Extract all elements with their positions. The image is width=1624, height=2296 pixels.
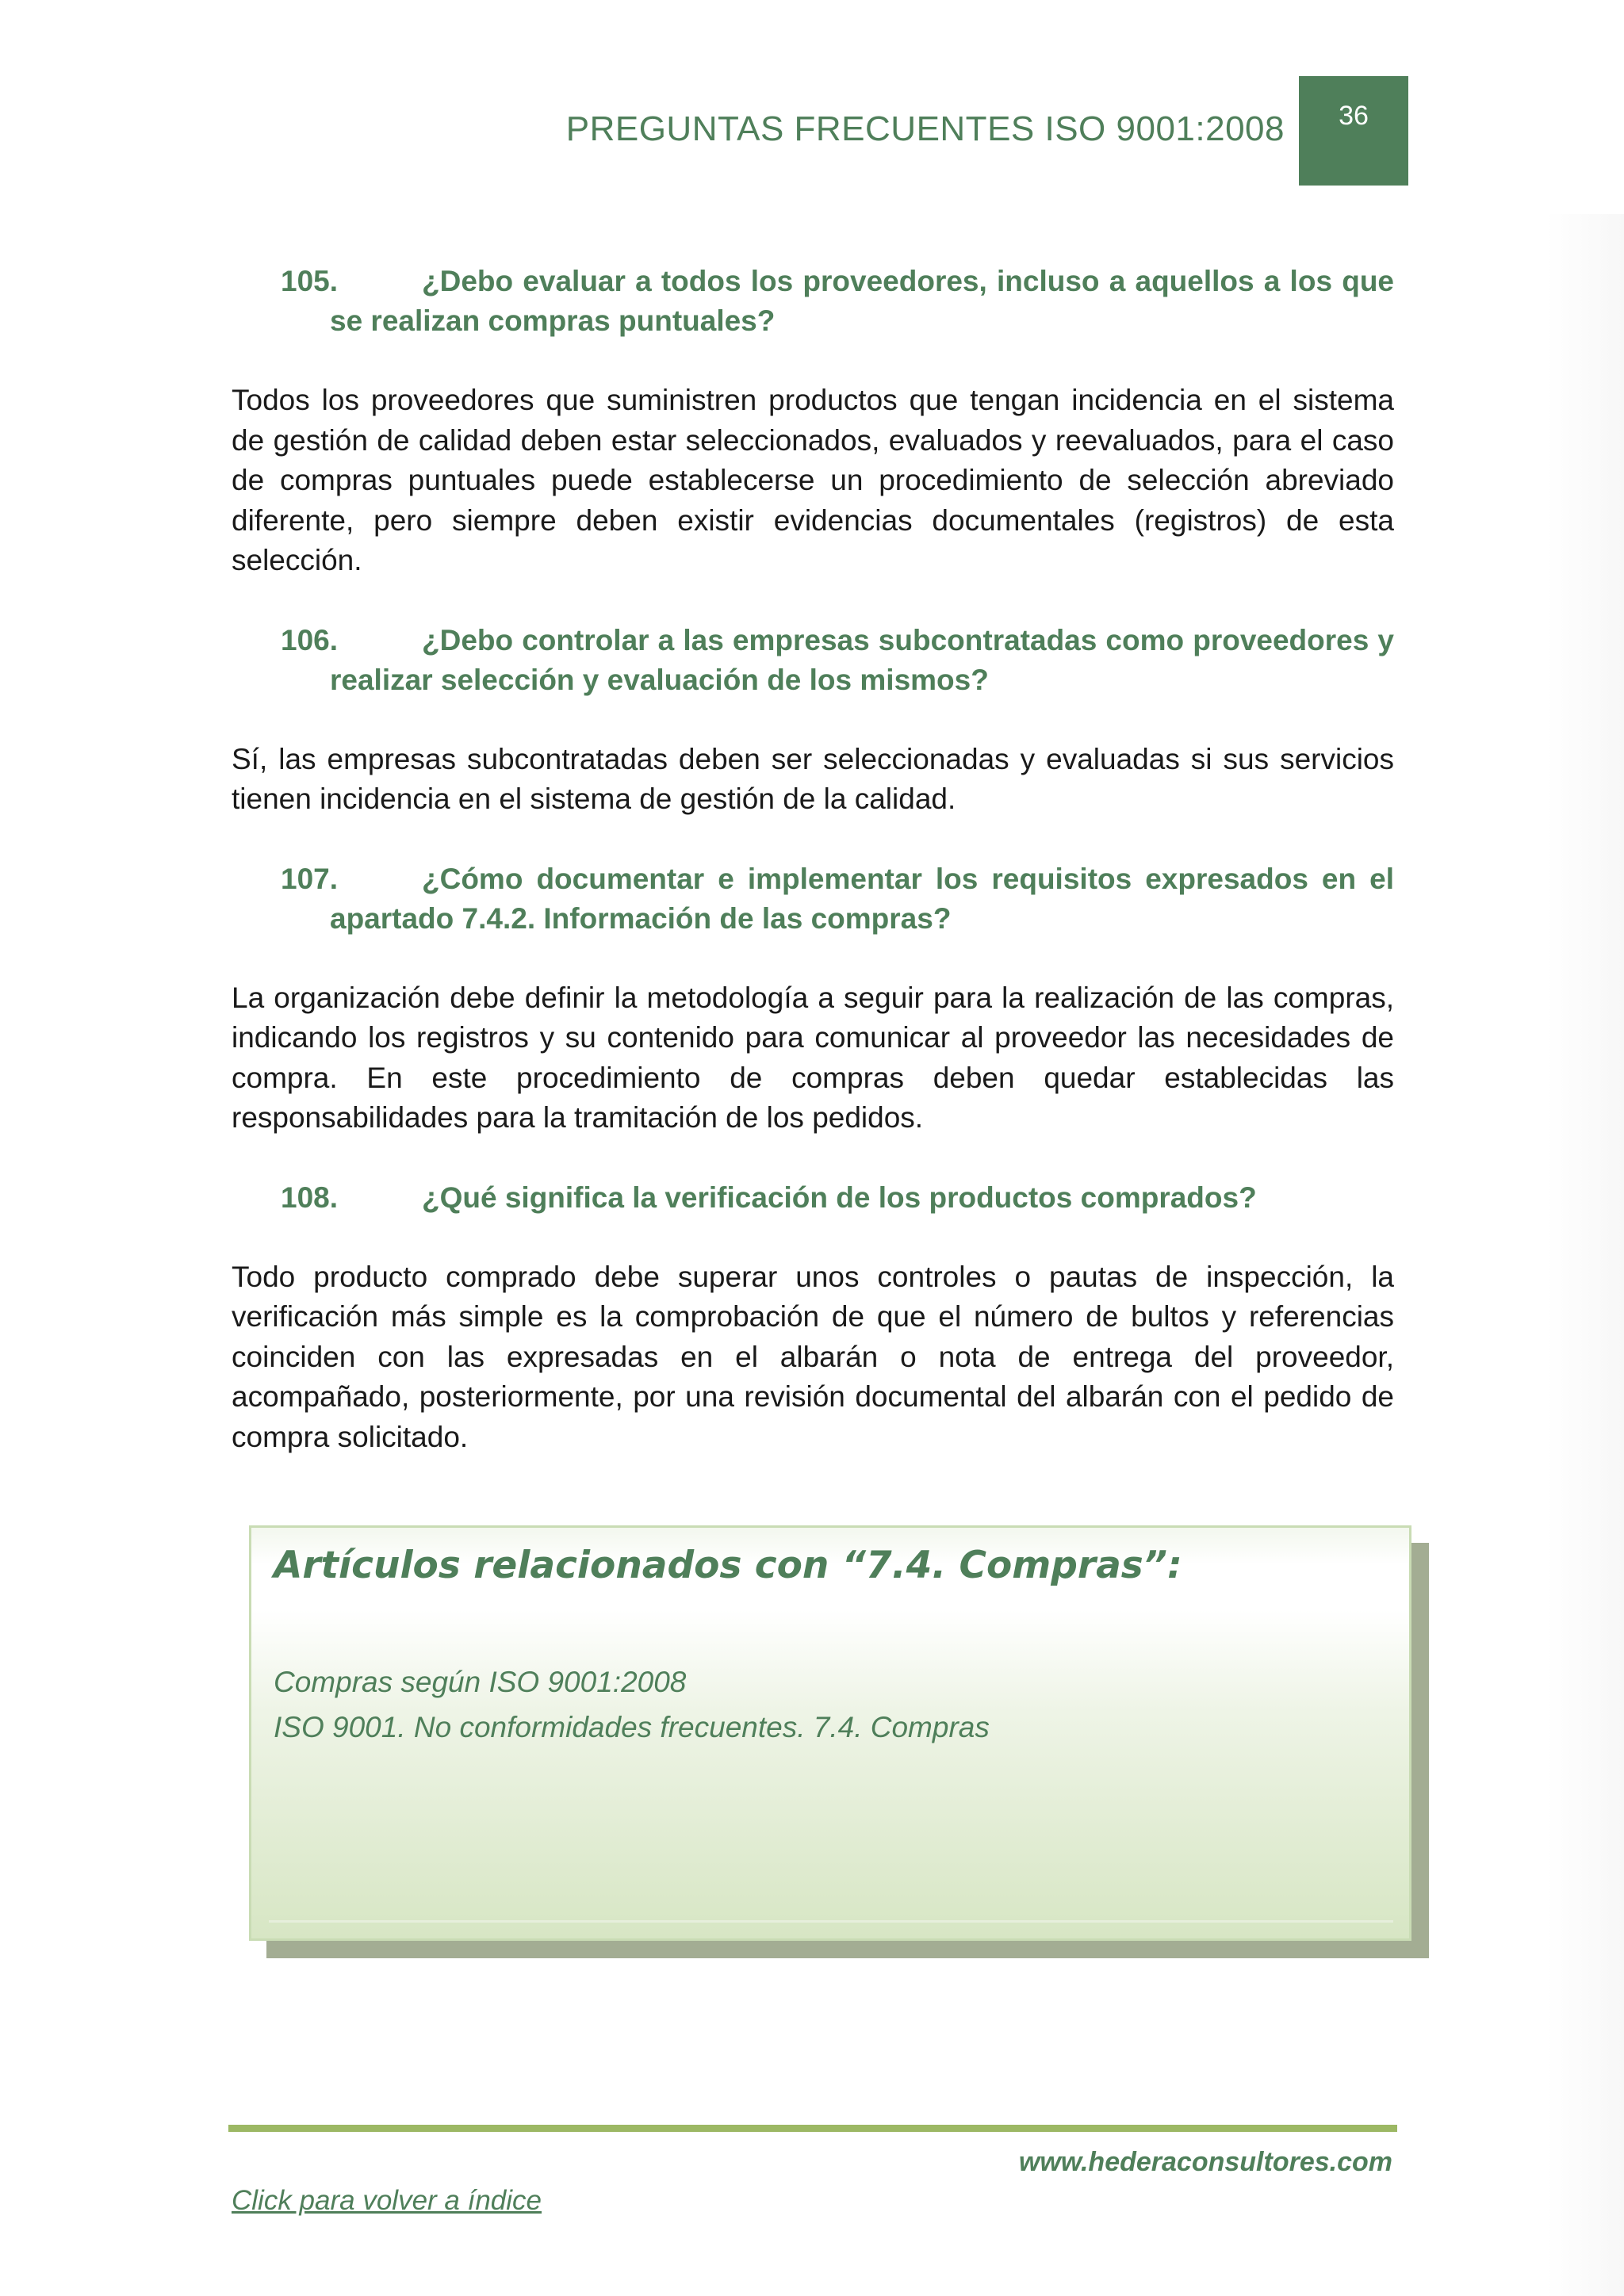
- page-number-badge: [1299, 76, 1408, 186]
- faq-question-108: [232, 1178, 1394, 1218]
- question-number: 106.: [281, 623, 339, 656]
- faq-question-107: [232, 859, 1394, 939]
- related-articles-title: Artículos relacionados con “7.4. Compras”:: [274, 1544, 1182, 1587]
- related-articles-box: [249, 1525, 1411, 1941]
- faq-answer-107: La organización debe definir la metodología a seguir para la realización de las compras, indicando los registros y su contenido para comunicar al proveedor las necesidades de compra. En este procedimiento de compras deben quedar establecidas las responsabilidades para la tramitación de los pedidos.: [232, 981, 1394, 1134]
- page-edge-shade: [1546, 214, 1624, 2296]
- question-text: ¿Debo evaluar a todos los proveedores, incluso a aquellos a los que se realizan compras puntuales?: [330, 265, 1394, 337]
- faq-answer-106: Sí, las empresas subcontratadas deben ser seleccionadas y evaluadas si sus servicios tienen incidencia en el sistema de gestión de la calidad.: [232, 742, 1394, 815]
- related-box-divider: [269, 1920, 1393, 1923]
- page-number: 36: [1339, 100, 1369, 131]
- question-text: ¿Cómo documentar e implementar los requisitos expresados en el apartado 7.4.2. Información de las compras?: [330, 862, 1394, 935]
- faq-question-105: [232, 262, 1394, 341]
- question-text: ¿Debo controlar a las empresas subcontratadas como proveedores y realizar selección y evaluación de los mismos?: [330, 623, 1394, 696]
- faq-question-106: [232, 621, 1394, 700]
- footer-divider: [228, 2125, 1397, 2132]
- question-text: ¿Qué significa la verificación de los productos comprados?: [422, 1181, 1257, 1214]
- related-articles-list: [274, 1659, 990, 1750]
- related-link-no-conformidades[interactable]: ISO 9001. No conformidades frecuentes. 7.4. Compras: [274, 1711, 990, 1743]
- faq-answer-105: Todos los proveedores que suministren productos que tengan incidencia en el sistema de gestión de calidad deben estar seleccionados, evaluados y reevaluados, para el caso de compras puntuales puede establecerse un procedimiento de selección abreviado diferente, pero siempre deben existir evidencias documentales (registros) de esta selección.: [232, 384, 1394, 576]
- page-header-title: PREGUNTAS FRECUENTES ISO 9001:2008: [565, 109, 1285, 148]
- footer-website[interactable]: www.hederaconsultores.com: [1018, 2147, 1392, 2177]
- question-number: 107.: [281, 862, 339, 895]
- back-to-index-link[interactable]: Click para volver a índice: [232, 2185, 542, 2216]
- related-link-compras[interactable]: Compras según ISO 9001:2008: [274, 1666, 687, 1698]
- faq-content: [232, 262, 1394, 1457]
- question-number: 105.: [281, 265, 339, 297]
- faq-answer-108: Todo producto comprado debe superar unos controles o pautas de inspección, la verificación más simple es la comprobación de que el número de bultos y referencias coinciden con las expresadas en el albarán o nota de entrega del proveedor, acompañado, posteriormente, por una revisión documental del albarán con el pedido de compra solicitado.: [232, 1260, 1394, 1453]
- question-number: 108.: [281, 1181, 339, 1214]
